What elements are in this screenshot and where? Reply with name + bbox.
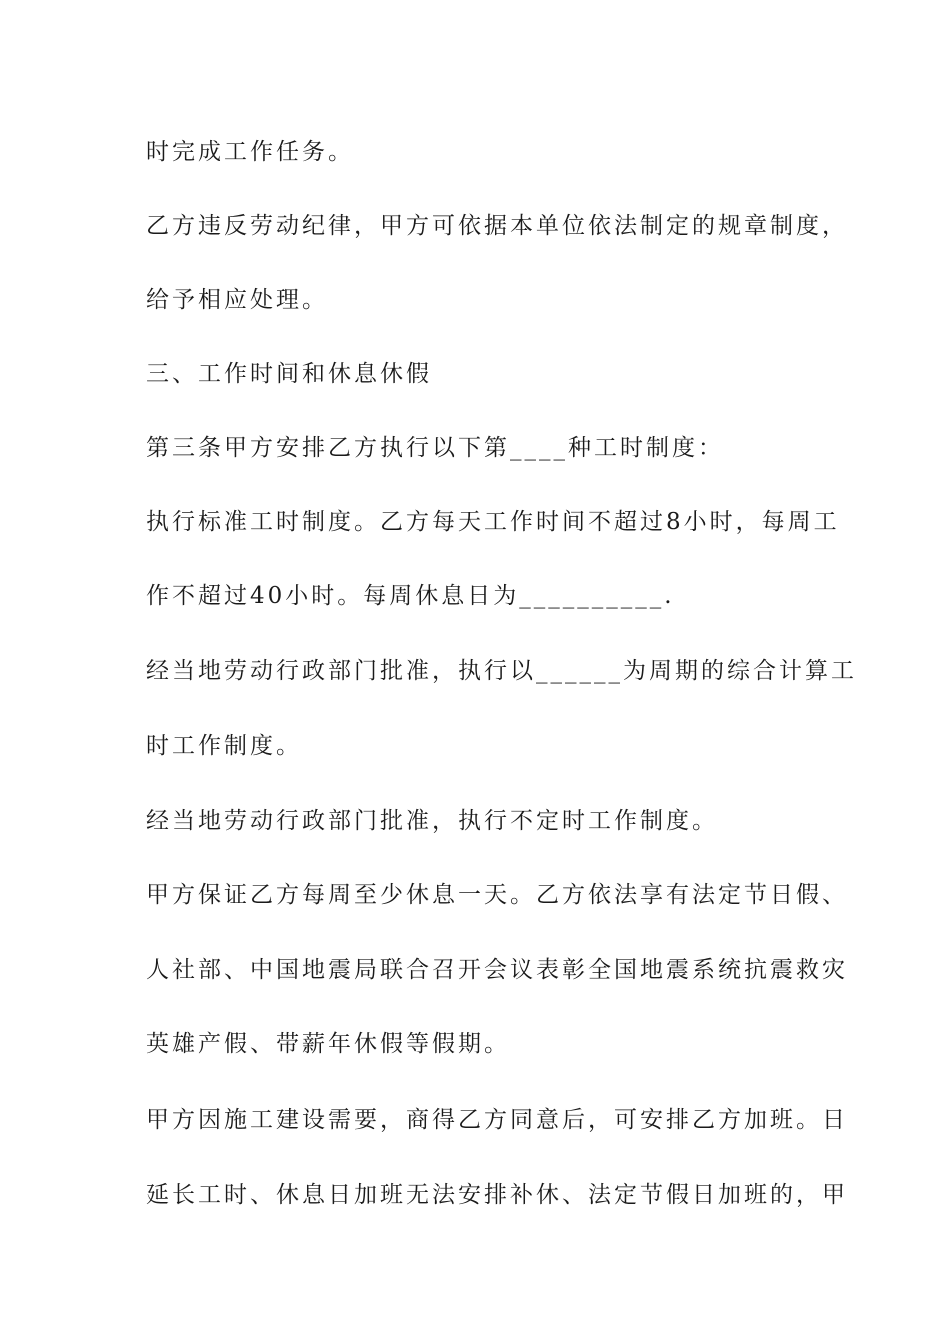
text-line: 甲方保证乙方每周至少休息一天。乙方依法享有法定节日假、	[146, 882, 848, 908]
text-line: 英雄产假、带薪年休假等假期。	[146, 1031, 510, 1057]
text-line: 执行标准工时制度。乙方每天工作时间不超过8小时，每周工	[146, 509, 840, 535]
text-line: 第三条甲方安排乙方执行以下第____种工时制度：	[146, 435, 724, 461]
text-line: 人社部、中国地震局联合召开会议表彰全国地震系统抗震救灾	[146, 957, 848, 983]
text-line: 经当地劳动行政部门批准，执行以______为周期的综合计算工	[146, 658, 857, 684]
text-line: 乙方违反劳动纪律，甲方可依据本单位依法制定的规章制度，	[146, 213, 848, 239]
text-line: 时完成工作任务。	[146, 139, 354, 165]
text-line: 作不超过40小时。每周休息日为__________.	[146, 583, 675, 609]
text-line: 甲方因施工建设需要，商得乙方同意后，可安排乙方加班。日	[146, 1107, 848, 1133]
text-line: 经当地劳动行政部门批准，执行不定时工作制度。	[146, 808, 718, 834]
section-heading: 三、工作时间和休息休假	[146, 361, 432, 387]
text-line: 延长工时、休息日加班无法安排补休、法定节假日加班的，甲	[146, 1182, 848, 1208]
text-line: 时工作制度。	[146, 733, 302, 759]
text-line: 给予相应处理。	[146, 287, 328, 313]
